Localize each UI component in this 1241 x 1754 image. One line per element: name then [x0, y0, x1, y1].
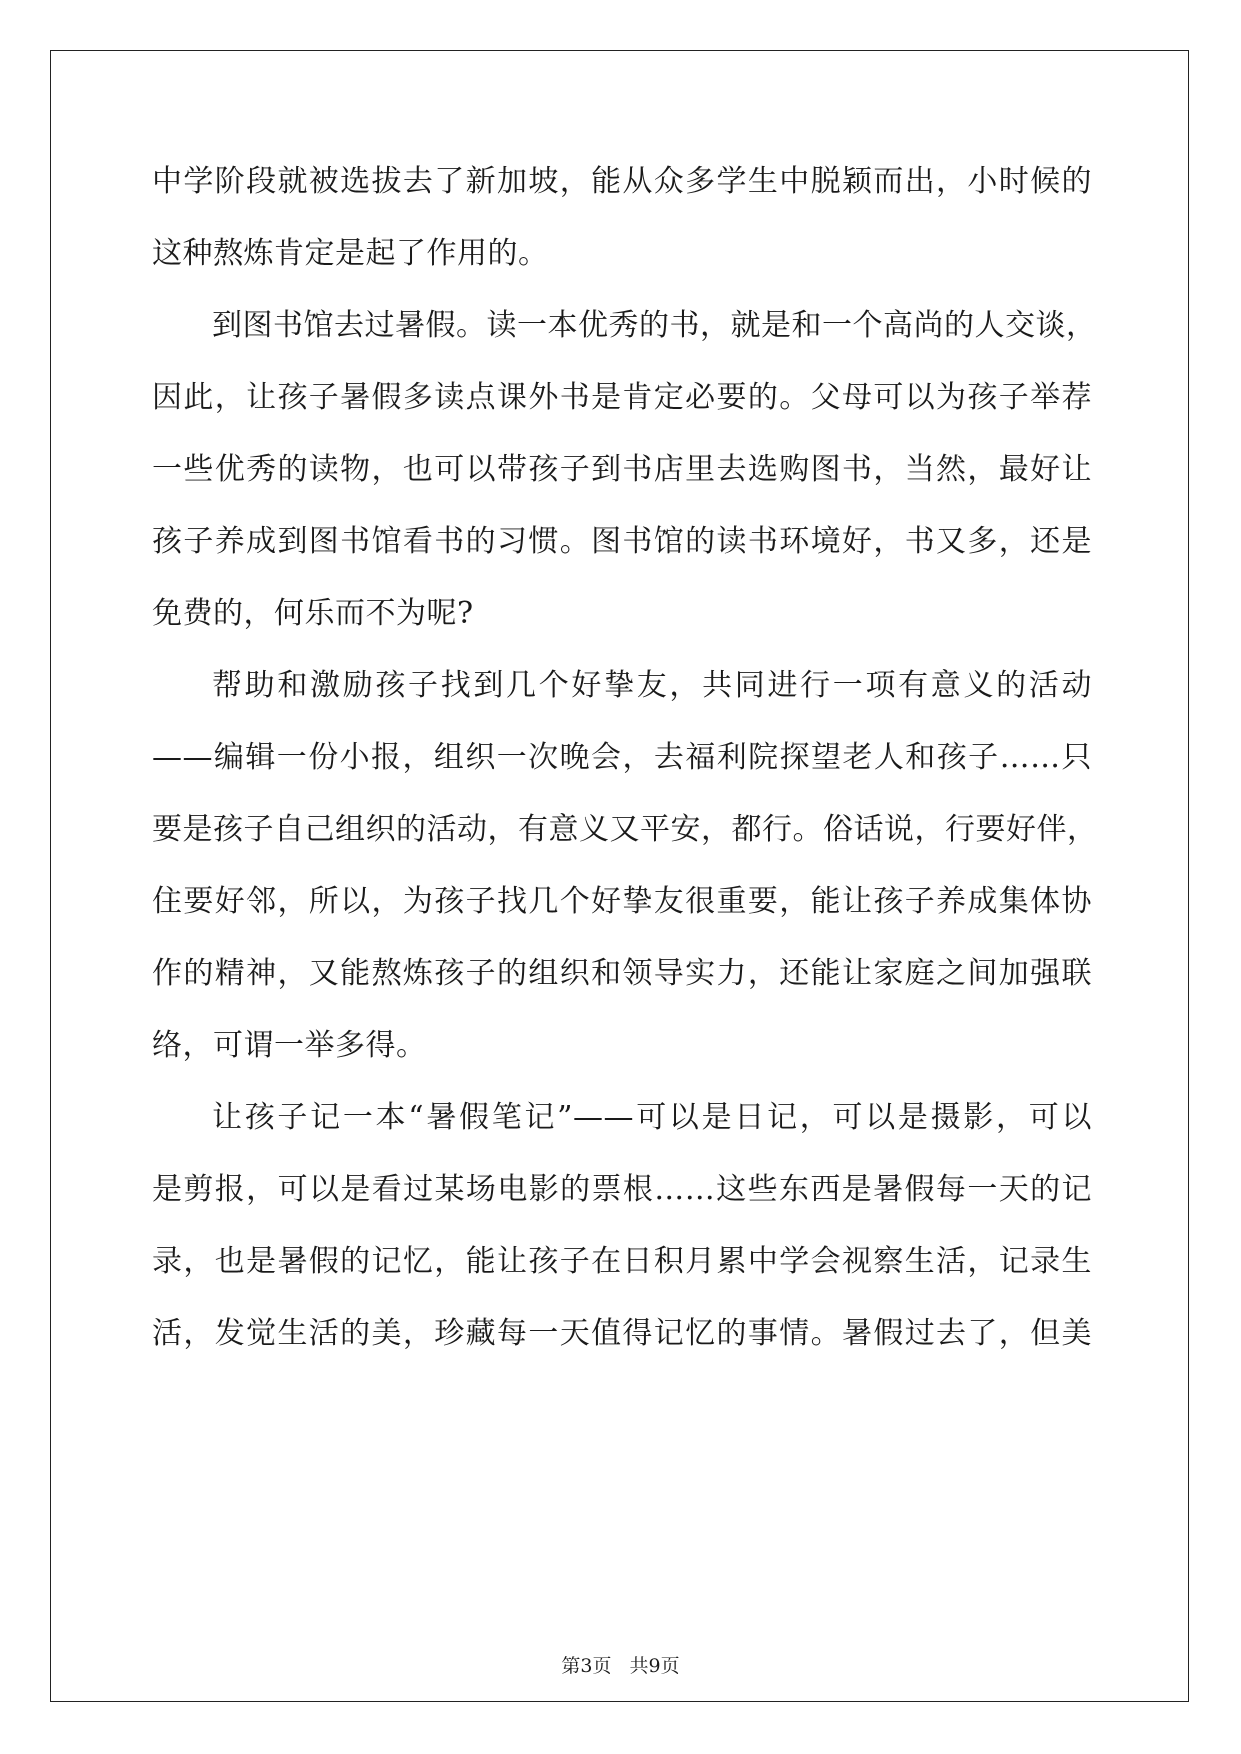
- text-line: 络，可谓一举多得。: [152, 1028, 427, 1063]
- text-line: ——编辑一份小报，组织一次晚会，去福利院探望老人和孩子……只: [152, 740, 1092, 775]
- paragraph-first-line: 让孩子记一本“暑假笔记”——可以是日记，可以是摄影，可以: [212, 1100, 1092, 1135]
- paragraph-first-line: 到图书馆去过暑假。读一本优秀的书，就是和一个高尚的人交谈，: [212, 308, 1097, 343]
- page-border: [50, 50, 1189, 1702]
- text-line: 免费的，何乐而不为呢?: [152, 596, 474, 631]
- text-line: 要是孩子自己组织的活动，有意义又平安，都行。俗话说，行要好伴，: [152, 812, 1098, 847]
- text-line: 因此，让孩子暑假多读点课外书是肯定必要的。父母可以为孩子举荐: [152, 380, 1092, 415]
- text-line: 中学阶段就被选拔去了新加坡，能从众多学生中脱颖而出，小时候的: [152, 164, 1092, 199]
- paragraph-first-line: 帮助和激励孩子找到几个好挚友，共同进行一项有意义的活动: [212, 668, 1092, 703]
- text-line: 是剪报，可以是看过某场电影的票根……这些东西是暑假每一天的记: [152, 1172, 1092, 1207]
- text-line: 一些优秀的读物，也可以带孩子到书店里去选购图书，当然，最好让: [152, 452, 1092, 487]
- page-footer: [0, 1654, 1241, 1678]
- page-number-total: 共9页: [629, 1655, 680, 1677]
- text-line: 作的精神，又能熬炼孩子的组织和领导实力，还能让家庭之间加强联: [152, 956, 1092, 991]
- text-line: 活，发觉生活的美，珍藏每一天值得记忆的事情。暑假过去了，但美: [152, 1316, 1092, 1351]
- page-number-current: 第3页: [561, 1655, 612, 1677]
- text-line: 住要好邻，所以，为孩子找几个好挚友很重要，能让孩子养成集体协: [152, 884, 1092, 919]
- text-line: 这种熬炼肯定是起了作用的。: [152, 236, 549, 271]
- text-line: 录，也是暑假的记忆，能让孩子在日积月累中学会视察生活，记录生: [152, 1244, 1092, 1279]
- text-line: 孩子养成到图书馆看书的习惯。图书馆的读书环境好，书又多，还是: [152, 524, 1092, 559]
